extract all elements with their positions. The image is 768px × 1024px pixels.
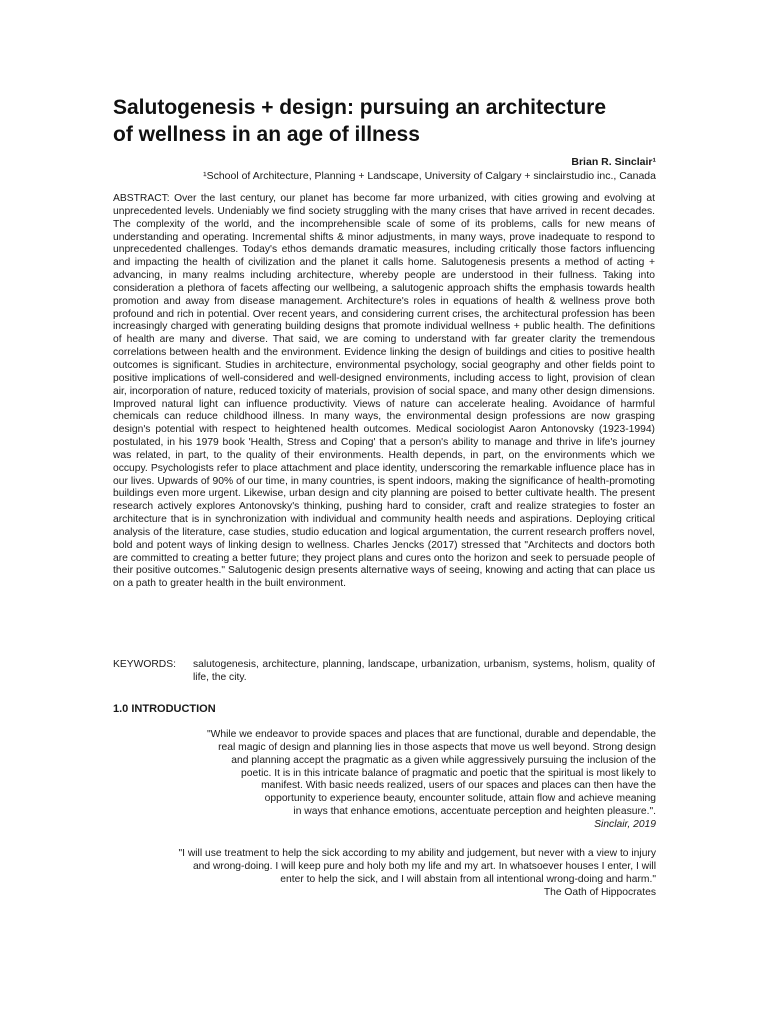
keywords-label: KEYWORDS: <box>113 659 176 670</box>
author-affiliation: ¹School of Architecture, Planning + Landscape, University of Calgary + sinclairstudio inc., Canada <box>203 170 656 182</box>
quote2-attribution: The Oath of Hippocrates <box>543 886 656 898</box>
paper-title <box>113 94 673 148</box>
quote1-line: real magic of design and planning lies in those aspects that move us well beyond. Strong design <box>218 741 656 753</box>
quote1-line: manifest. With basic needs realized, users of our spaces and places can then have the <box>261 780 656 792</box>
quote1-line: poetic. It is in this intricate balance of pragmatic and poetic that the spiritual is most likely to <box>241 767 656 779</box>
quote1-line: opportunity to experience beauty, encounter solitude, attain flow and achieve meaning <box>264 793 656 805</box>
quote1-line: and planning accept the pragmatic as a given while aggressively pursuing the inclusion of the <box>231 754 656 766</box>
author-name: Brian R. Sinclair¹ <box>571 156 656 168</box>
quote2-line: and wrong-doing. I will keep pure and holy both my life and my art. In whatsoever houses I enter, I will <box>192 860 656 872</box>
title-line-1: Salutogenesis + design: pursuing an architecture <box>113 96 607 119</box>
title-line-2: of wellness in an age of illness <box>113 123 420 146</box>
epigraph-quote-sinclair <box>156 729 656 832</box>
keywords-list: salutogenesis, architecture, planning, landscape, urbanization, urbanism, systems, holism, quality of life, the city. <box>193 659 655 683</box>
quote2-line: "I will use treatment to help the sick according to my ability and judgement, but never with a view to injury <box>178 848 656 859</box>
quote1-line: "While we endeavor to provide spaces and places that are functional, durable and dependable, the <box>206 729 656 740</box>
quote1-attribution: Sinclair, 2019 <box>594 818 656 830</box>
section-heading-introduction: 1.0 INTRODUCTION <box>113 703 216 715</box>
quote1-line: in ways that enhance emotions, accentuate perception and heighten pleasure.". <box>293 806 656 818</box>
epigraph-quote-hippocrates <box>126 848 656 899</box>
abstract-paragraph: ABSTRACT: Over the last century, our planet has become far more urbanized, with cities growing and evolving at unprecedented levels. Undeniably we find society struggling with the many crises that have arrived in recent decades. The complexity of the world, and the incomprehensible scale of some of its problems, calls for new means of understanding and operating. Incremental shifts & minor adjustments, in many ways, prove inadequate to respond to unprecedented challenges. Today's ethos demands dramatic measures, including critically those factors influencing and impacting the health of civilization and the planet it calls home. Salutogenesis presents a method of acting + advancing, in many realms including architecture, whereby people are understood in their fullness. Taking into consideration a plethora of facets affecting our wellbeing, a salutogenic approach shifts the emphasis towards health promotion and away from disease management. Architecture's roles in equations of health & wellness prove both profound and rich in potential. Over recent years, and considering current crises, the architectural profession has been increasingly charged with generating building designs that promote individual wellness + public health. The definitions of health are many and diverse. That said, we are coming to understand with far greater clarity the tremendous correlations between health and the environment. Evidence linking the design of buildings and cities to positive health outcomes is significant. Studies in architecture, environmental psychology, social geography and other fields point to positive implications of well-considered and well-designed environments, including access to light, provision of clean air, incorporation of nature, reduced toxicity of materials, provision of social space, and many other design dimensions. Improved natural light can influence productivity. Views of nature can accelerate healing. Avoidance of harmful chemicals can reduce childhood illness. In many ways, the environmental design professions are now grasping design's potential with respect to heightened health outcomes. Medical sociologist Aaron Antonovsky (1923-1994) postulated, in his 1979 book 'Health, Stress and Coping' that a person's ability to manage and thrive in life's journey was related, in part, to the quality of their environments. Health depends, in part, on the environments which we occupy. Psychologists refer to place attachment and place identity, underscoring the remarkable influence place has in our lives. Upwards of 90% of our time, in many countries, is spent indoors, making the significance of health-promoting buildings even more urgent. Likewise, urban design and city planning are poised to better cultivate health. The present research actively explores Antonovsky's thinking, pushing hard to consider, craft and realize strategies to foster an architecture that is in synchronization with individual and community health needs and aspirations. Deploying critical analysis of the literature, case studies, studio education and logical argumentation, the current research proffers novel, bold and potent ways of linking design to wellness. Charles Jencks (2017) stressed that "Architects and doctors both are committed to creating a better future; they project plans and cures onto the horizon and seek to persuade people of their positive outcomes." Salutogenic design presents alternative ways of seeing, knowing and acting that can place us on a path to greater health in the built environment. <box>113 193 655 590</box>
quote2-line: enter to help the sick, and I will abstain from all intentional wrong-doing and harm." <box>280 873 656 885</box>
